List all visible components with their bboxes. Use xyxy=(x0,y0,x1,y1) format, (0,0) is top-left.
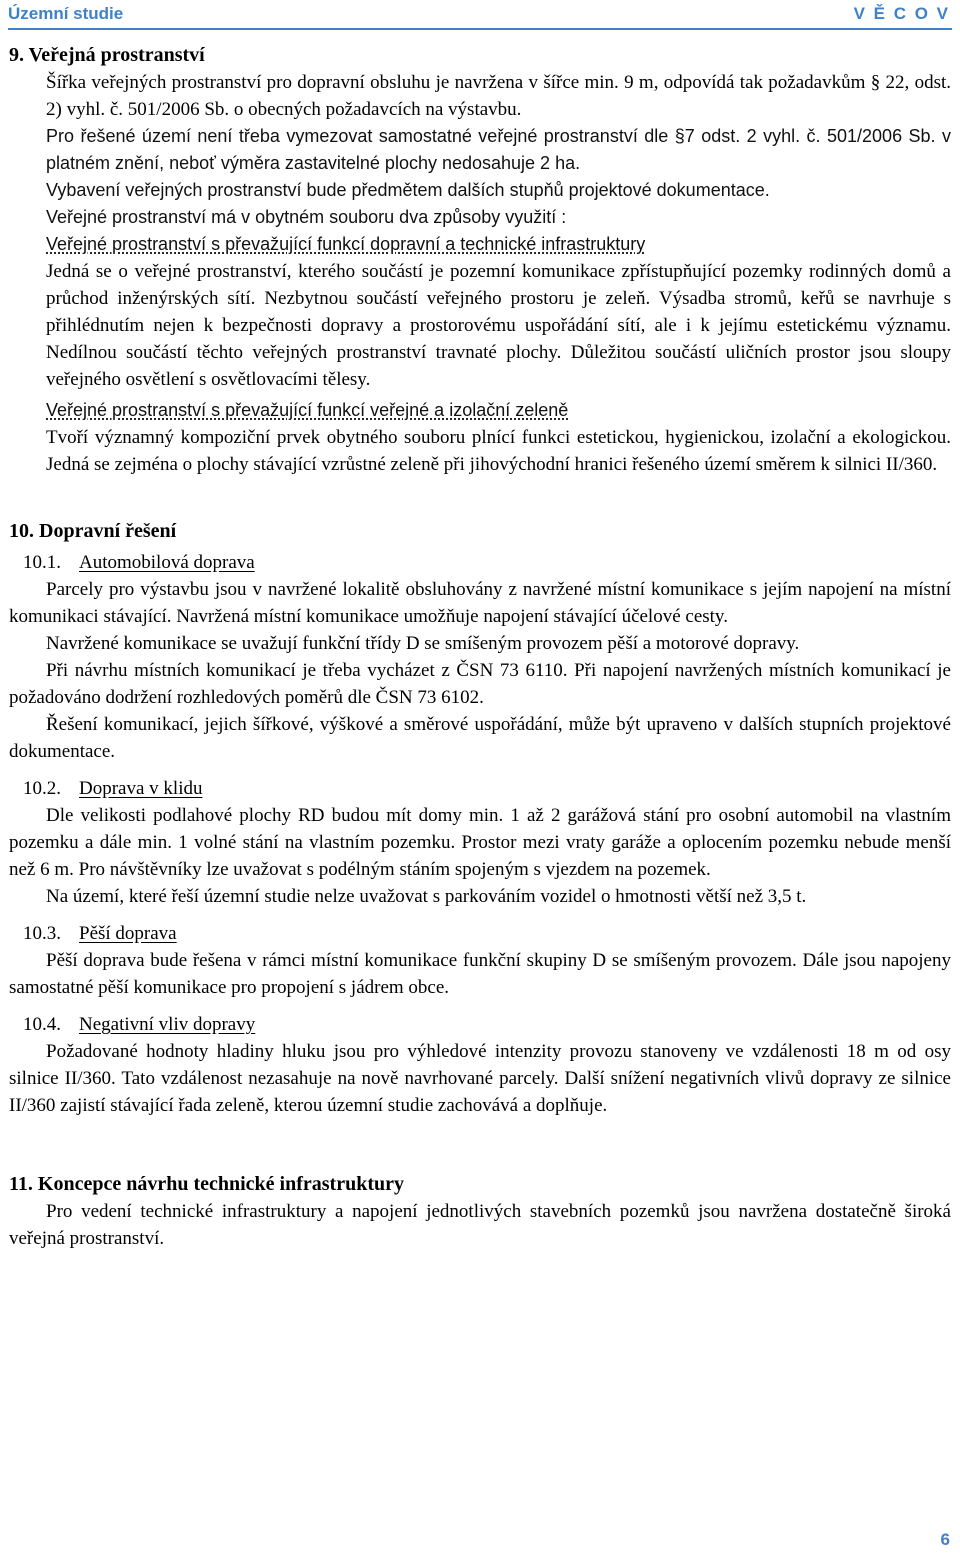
section-9-paragraph-1: Šířka veřejných prostranství pro dopravní obsluhu je navržena v šířce min. 9 m, odpovídá tak požadavkům § 22, odst. 2) vyhl. č. 501/2006 Sb. o obecných požadavcích na výstavbu. xyxy=(46,72,951,120)
subsection-10-4-title: Negativní vliv dopravy xyxy=(79,1014,256,1035)
section-11-paragraph-1: Pro vedení technické infrastruktury a napojení jednotlivých stavebních pozemků jsou navržena dostatečně široká veřejná prostranství. xyxy=(9,1201,951,1249)
header-title: Územní studie xyxy=(8,4,124,23)
section-10-heading: 10. Dopravní řešení xyxy=(9,520,177,542)
subsection-10-1-heading xyxy=(23,549,951,576)
subsection-10-2-paragraph-2: Na území, které řeší územní studie nelze uvažovat s parkováním vozidel o hmotnosti větší než 3,5 t. xyxy=(46,886,807,907)
document-body xyxy=(9,42,951,1252)
subsection-10-1-title: Automobilová doprava xyxy=(79,552,255,573)
subsection-transport-text: Jedná se o veřejné prostranství, kterého součástí je pozemní komunikace zpřístupňující pozemky rodinných domů a průchod inženýrských sítí. Nezbytnou součástí veřejného prostoru je zeleň. Výsadba stromů, keřů se navrhuje s přihlédnutím nejen k bezpečnosti dopravy a prostorovému uspořádání sítí, ale i k jejímu estetickému významu. Nedílnou součástí těchto veřejných prostranství travnaté plochy. Důležitou součástí uličních prostor jsou sloupy veřejného osvětlení s osvětlovacími tělesy. xyxy=(46,261,951,390)
subsection-10-2-title: Doprava v klidu xyxy=(79,778,203,799)
subsection-10-3-heading xyxy=(23,920,951,947)
spacer xyxy=(9,1119,951,1171)
page-header xyxy=(8,4,952,26)
header-divider xyxy=(8,28,952,30)
subsection-greenery-title-text: Veřejné prostranství s převažující funkcí veřejné a izolační zeleně xyxy=(46,400,569,420)
subsection-10-2-number: 10.2. xyxy=(23,778,61,799)
subsection-10-2-paragraph-1: Dle velikosti podlahové plochy RD budou mít domy min. 1 až 2 garážová stání pro osobní automobil na vlastním pozemku a dále min. 1 volné stání na vlastním pozemku. Prostor mezi vraty garáže a oplocením pozemku nebude menší než 6 m. Pro návštěvníky lze uvažovat s podélným stáním spojeným s vjezdem na pozemek. xyxy=(9,805,951,880)
subsection-10-1-paragraph-1: Parcely pro výstavbu jsou v navržené lokalitě obsluhovány z navržené místní komunikace s jejím napojení na místní komunikaci stávající. Navržená místní komunikace umožňuje napojení stávající účelové cesty. xyxy=(9,579,951,627)
subsection-10-1-paragraph-2: Navržené komunikace se uvažují funkční třídy D se smíšeným provozem pěší a motorové dopravy. xyxy=(46,633,800,654)
subsection-10-1-number: 10.1. xyxy=(23,552,61,573)
section-11-heading: 11. Koncepce návrhu technické infrastruktury xyxy=(9,1173,404,1195)
subsection-10-3-number: 10.3. xyxy=(23,923,61,944)
subsection-greenery-text: Tvoří významný kompoziční prvek obytného souboru plnící funkci estetickou, hygienickou, izolační a ekologickou. Jedná se zejména o plochy stávající vzrůstné zeleně při jihovýchodní hranici řešeného území směrem k silnici II/360. xyxy=(46,427,951,475)
section-9-paragraph-4: Veřejné prostranství má v obytném souboru dva způsoby využití : xyxy=(46,207,567,227)
page-number: 6 xyxy=(940,1530,950,1549)
section-9-paragraph-2: Pro řešené území není třeba vymezovat samostatné veřejné prostranství dle §7 odst. 2 vyhl. č. 501/2006 Sb. v platném znění, neboť výměra zastavitelné plochy nedosahuje 2 ha. xyxy=(46,126,951,173)
subsection-transport-title-text: Veřejné prostranství s převažující funkcí dopravní a technické infrastruktury xyxy=(46,234,646,254)
subsection-10-4-paragraph-1: Požadované hodnoty hladiny hluku jsou pro výhledové intenzity provozu stanoveny ve vzdálenosti 18 m od osy silnice II/360. Tato vzdálenost nezasahuje na nově navrhované parcely. Další snížení negativních vlivů dopravy ze silnice II/360 zajistí stávající řada zeleně, kterou územní studie zachovává a doplňuje. xyxy=(9,1041,951,1116)
subsection-10-1-paragraph-3: Při návrhu místních komunikací je třeba vycházet z ČSN 73 6110. Při napojení navržených místních komunikací je požadováno dodržení rozhledových poměrů dle ČSN 73 6102. xyxy=(9,660,951,708)
subsection-10-1-paragraph-4: Řešení komunikací, jejich šířkové, výškové a směrové uspořádání, může být upraveno v dalších stupních projektové dokumentace. xyxy=(9,714,951,762)
spacer xyxy=(9,478,951,518)
subsection-10-2-heading xyxy=(23,775,951,802)
subsection-greenery-title xyxy=(46,397,951,424)
subsection-10-4-number: 10.4. xyxy=(23,1014,61,1035)
subsection-10-3-paragraph-1: Pěší doprava bude řešena v rámci místní komunikace funkční skupiny D se smíšeným provozem. Dále jsou napojeny samostatné pěší komunikace pro propojení s jádrem obce. xyxy=(9,950,951,998)
section-9-heading: 9. Veřejná prostranství xyxy=(9,44,205,66)
header-municipality: V Ě C O V xyxy=(853,4,950,23)
subsection-10-4-heading xyxy=(23,1011,951,1038)
subsection-10-3-title: Pěší doprava xyxy=(79,923,177,944)
section-9-paragraph-3: Vybavení veřejných prostranství bude předmětem dalších stupňů projektové dokumentace. xyxy=(46,180,770,200)
subsection-transport-title xyxy=(46,231,951,258)
